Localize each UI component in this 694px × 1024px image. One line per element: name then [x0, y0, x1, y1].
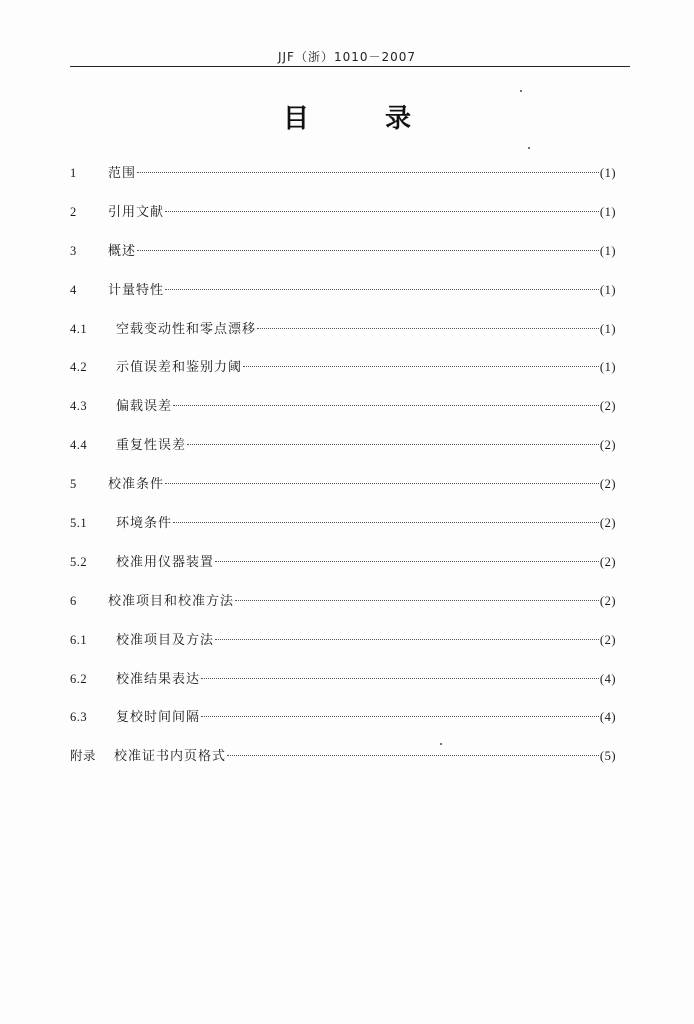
page-title-char-1: 目	[282, 104, 309, 134]
toc-dot-leader	[137, 172, 599, 173]
toc-entry-label: 空载变动性和零点漂移	[116, 321, 257, 337]
toc-entry-label: 复校时间间隔	[116, 710, 201, 726]
toc-entry-label: 校准结果表达	[116, 671, 201, 687]
toc-dot-leader	[243, 366, 599, 367]
toc-entry-label: 示值误差和鉴别力阈	[116, 360, 243, 376]
toc-entry-label: 概述	[108, 243, 137, 259]
toc-entry-number: 4.2	[70, 360, 88, 375]
toc-entry-appendix[interactable]	[70, 746, 616, 785]
toc-dot-leader	[173, 522, 599, 523]
scan-speck	[520, 90, 522, 92]
toc-entry-number: 2	[70, 204, 77, 219]
toc-entry[interactable]	[70, 435, 616, 474]
toc-entry-page: (1)	[599, 243, 616, 258]
toc-entry-page: (4)	[599, 710, 616, 725]
toc-entry-label: 偏载误差	[116, 399, 173, 415]
toc-dot-leader	[165, 289, 599, 290]
toc-entry-page: (1)	[599, 282, 616, 297]
toc-entry-label: 计量特性	[108, 282, 165, 298]
table-of-contents	[70, 163, 616, 785]
toc-entry-page: (2)	[599, 516, 616, 531]
toc-dot-leader	[187, 444, 599, 445]
toc-entry-number: 附录	[70, 749, 97, 764]
page-title-char-2: 录	[385, 104, 412, 134]
toc-entry-label: 校准用仪器装置	[116, 554, 215, 570]
toc-entry-page: (2)	[599, 477, 616, 492]
toc-entry-label: 环境条件	[116, 516, 173, 532]
toc-entry[interactable]	[70, 630, 616, 669]
toc-dot-leader	[235, 600, 599, 601]
toc-entry[interactable]	[70, 319, 616, 358]
toc-entry-number: 5.2	[70, 554, 88, 569]
toc-entry-label: 校准项目及方法	[116, 632, 215, 648]
scan-speck	[528, 147, 530, 149]
toc-entry[interactable]	[70, 280, 616, 319]
toc-entry-label: 范围	[108, 166, 137, 181]
standard-code-header: JJF（浙）1010－2007	[277, 50, 417, 64]
toc-entry-page: (2)	[599, 438, 616, 453]
toc-entry-page: (1)	[599, 360, 616, 375]
toc-entry-number: 5.1	[70, 516, 88, 531]
toc-entry-page: (2)	[599, 399, 616, 414]
toc-entry-label: 校准项目和校准方法	[108, 593, 235, 609]
toc-entry-page: (1)	[599, 166, 616, 180]
toc-entry-number: 6.1	[70, 632, 88, 647]
toc-dot-leader	[201, 716, 599, 717]
toc-entry-number: 1	[70, 166, 77, 180]
toc-entry-page: (1)	[599, 204, 616, 219]
toc-entry[interactable]	[70, 357, 616, 396]
toc-entry-page: (2)	[599, 593, 616, 608]
toc-entry-number: 6.3	[70, 710, 88, 725]
toc-dot-leader	[257, 328, 599, 329]
page-title	[0, 98, 694, 135]
header-divider	[70, 66, 630, 67]
toc-entry[interactable]	[70, 396, 616, 435]
toc-entry[interactable]	[70, 513, 616, 552]
toc-dot-leader	[165, 211, 599, 212]
toc-entry-number: 3	[70, 243, 77, 258]
toc-entry[interactable]	[70, 669, 616, 708]
toc-entry-number: 4.3	[70, 399, 88, 414]
toc-entry[interactable]	[70, 552, 616, 591]
toc-entry-page: (4)	[599, 671, 616, 686]
toc-entry-number: 6.2	[70, 671, 88, 686]
toc-entry-label: 重复性误差	[116, 438, 187, 454]
toc-entry-page: (2)	[599, 554, 616, 569]
toc-dot-leader	[137, 250, 599, 251]
toc-entry-label: 校准条件	[108, 477, 165, 493]
toc-entry-label: 引用文献	[108, 204, 165, 220]
toc-entry-number: 4.1	[70, 321, 88, 336]
toc-entry-number: 4	[70, 282, 77, 297]
toc-entry[interactable]	[70, 241, 616, 280]
toc-entry-number: 6	[70, 593, 77, 608]
toc-entry-label: 校准证书内页格式	[114, 749, 227, 765]
toc-dot-leader	[201, 678, 599, 679]
toc-entry-page: (2)	[599, 632, 616, 647]
toc-dot-leader	[165, 483, 599, 484]
toc-entry-number: 5	[70, 477, 77, 492]
toc-entry[interactable]	[70, 591, 616, 630]
toc-entry[interactable]	[70, 707, 616, 746]
toc-entry[interactable]	[70, 474, 616, 513]
toc-entry-page: (1)	[599, 321, 616, 336]
toc-dot-leader	[215, 639, 599, 640]
toc-entry[interactable]	[70, 202, 616, 241]
toc-entry-number: 4.4	[70, 438, 88, 453]
toc-dot-leader	[215, 561, 599, 562]
toc-dot-leader	[227, 755, 599, 756]
toc-dot-leader	[173, 405, 599, 406]
toc-entry-page: (5)	[599, 749, 616, 764]
toc-entry[interactable]	[70, 163, 616, 202]
